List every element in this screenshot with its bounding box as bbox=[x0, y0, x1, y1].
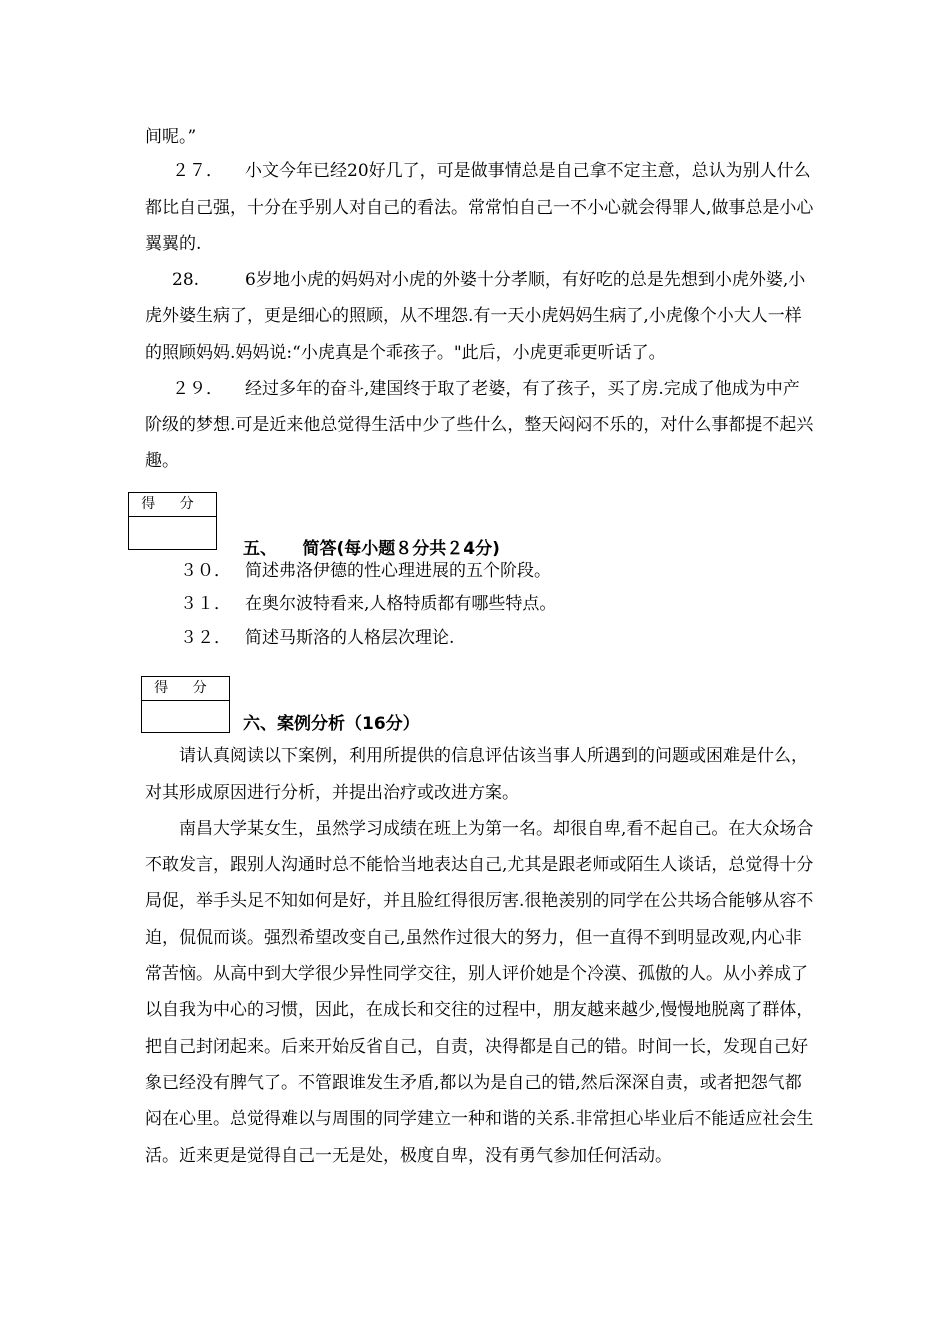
section6-score-box bbox=[141, 676, 230, 733]
section6-score-label: 得 分 bbox=[142, 677, 229, 701]
case-line-2: 不敢发言，跟别人沟通时总不能恰当地表达自己,尤其是跟老师或陌生人谈话，总觉得十分 bbox=[145, 855, 814, 875]
intro-line-1 bbox=[145, 746, 810, 766]
q27-line-3: 翼翼的. bbox=[145, 234, 202, 254]
section5-score-box bbox=[128, 492, 217, 550]
q29-line-3: 趣。 bbox=[145, 451, 179, 471]
q30-number: ３０． bbox=[180, 561, 231, 581]
case-line-1 bbox=[145, 819, 814, 839]
case-line-3: 局促，举手头足不知如何是好，并且脸红得很厉害.很艳羡别的同学在公共场合能够从容不 bbox=[145, 891, 814, 911]
q32-line bbox=[180, 628, 845, 648]
q32-number: ３２． bbox=[180, 628, 231, 648]
q31-text: 在奥尔波特看来,人格特质都有哪些特点。 bbox=[245, 594, 557, 614]
case-line-6: 以自我为中心的习惯，因此，在成长和交往的过程中，朋友越来越少,慢慢地脱离了群体， bbox=[145, 1000, 814, 1020]
case-line-9: 闷在心里。总觉得难以与周围的同学建立一种和谐的关系.非常担心毕业后不能适应社会生 bbox=[145, 1109, 814, 1129]
intro-line-2: 对其形成原因进行分析，并提出治疗或改进方案。 bbox=[145, 783, 519, 803]
q28-line-2: 虎外婆生病了，更是细心的照顾，从不埋怨.有一天小虎妈妈生病了,小虎像个小大人一样 bbox=[145, 306, 802, 326]
q28-number: 28. bbox=[172, 270, 200, 290]
q30-line bbox=[180, 561, 845, 581]
q27-number: ２７． bbox=[172, 161, 223, 181]
q27-line-1 bbox=[145, 161, 810, 181]
case-line-8: 象已经没有脾气了。不管跟谁发生矛盾,都以为是自己的错,然后深深自责，或者把怨气都 bbox=[145, 1073, 802, 1093]
q27-text-1: 小文今年已经20好几了，可是做事情总是自己拿不定主意，总认为别人什么 bbox=[245, 161, 811, 181]
q28-line-1 bbox=[145, 270, 810, 290]
q29-text-1: 经过多年的奋斗,建国终于取了老婆，有了孩子，买了房.完成了他成为中产 bbox=[245, 379, 800, 399]
q28-text-1: 6岁地小虎的妈妈对小虎的外婆十分孝顺，有好吃的总是先想到小虎外婆,小 bbox=[245, 270, 806, 290]
case-line-10: 活。近来更是觉得自己一无是处，极度自卑，没有勇气参加任何活动。 bbox=[145, 1146, 672, 1166]
q32-text: 简述马斯洛的人格层次理论. bbox=[245, 628, 455, 648]
q30-text: 简述弗洛伊德的性心理进展的五个阶段。 bbox=[245, 561, 551, 581]
q29-line-1 bbox=[145, 379, 810, 399]
section6-title: 六、案例分析（16分） bbox=[243, 714, 420, 734]
case-line-5: 常苦恼。从高中到大学很少异性同学交往，别人评价她是个冷漠、孤傲的人。从小养成了 bbox=[145, 964, 808, 984]
q31-number: ３１． bbox=[180, 594, 231, 614]
case-text-1: 南昌大学某女生，虽然学习成绩在班上为第一名。却很自卑,看不起自己。在大众场合 bbox=[179, 819, 814, 839]
q26-tail: 间呢。” bbox=[145, 127, 197, 147]
q31-line bbox=[180, 594, 845, 614]
section5-title: 五、 简答(每小题８分共２4分) bbox=[243, 539, 500, 559]
q27-line-2: 都比自己强，十分在乎别人对自己的看法。常常怕自己一不小心就会得罪人,做事总是小心 bbox=[145, 198, 814, 218]
q28-line-3: 的照顾妈妈.妈妈说:“小虎真是个乖孩子。"此后，小虎更乖更听话了。 bbox=[145, 343, 666, 363]
q29-line-2: 阶级的梦想.可是近来他总觉得生活中少了些什么，整天闷闷不乐的，对什么事都提不起兴 bbox=[145, 415, 814, 435]
case-line-4: 迫，侃侃而谈。强烈希望改变自己,虽然作过很大的努力，但一直得不到明显改观,内心非 bbox=[145, 928, 802, 948]
section5-score-label: 得 分 bbox=[129, 493, 216, 517]
intro-text-1: 请认真阅读以下案例，利用所提供的信息评估该当事人所遇到的问题或困难是什么， bbox=[179, 746, 808, 766]
case-line-7: 把自己封闭起来。后来开始反省自己，自责，决得都是自己的错。时间一长，发现自己好 bbox=[145, 1037, 808, 1057]
q29-number: ２９． bbox=[172, 379, 223, 399]
